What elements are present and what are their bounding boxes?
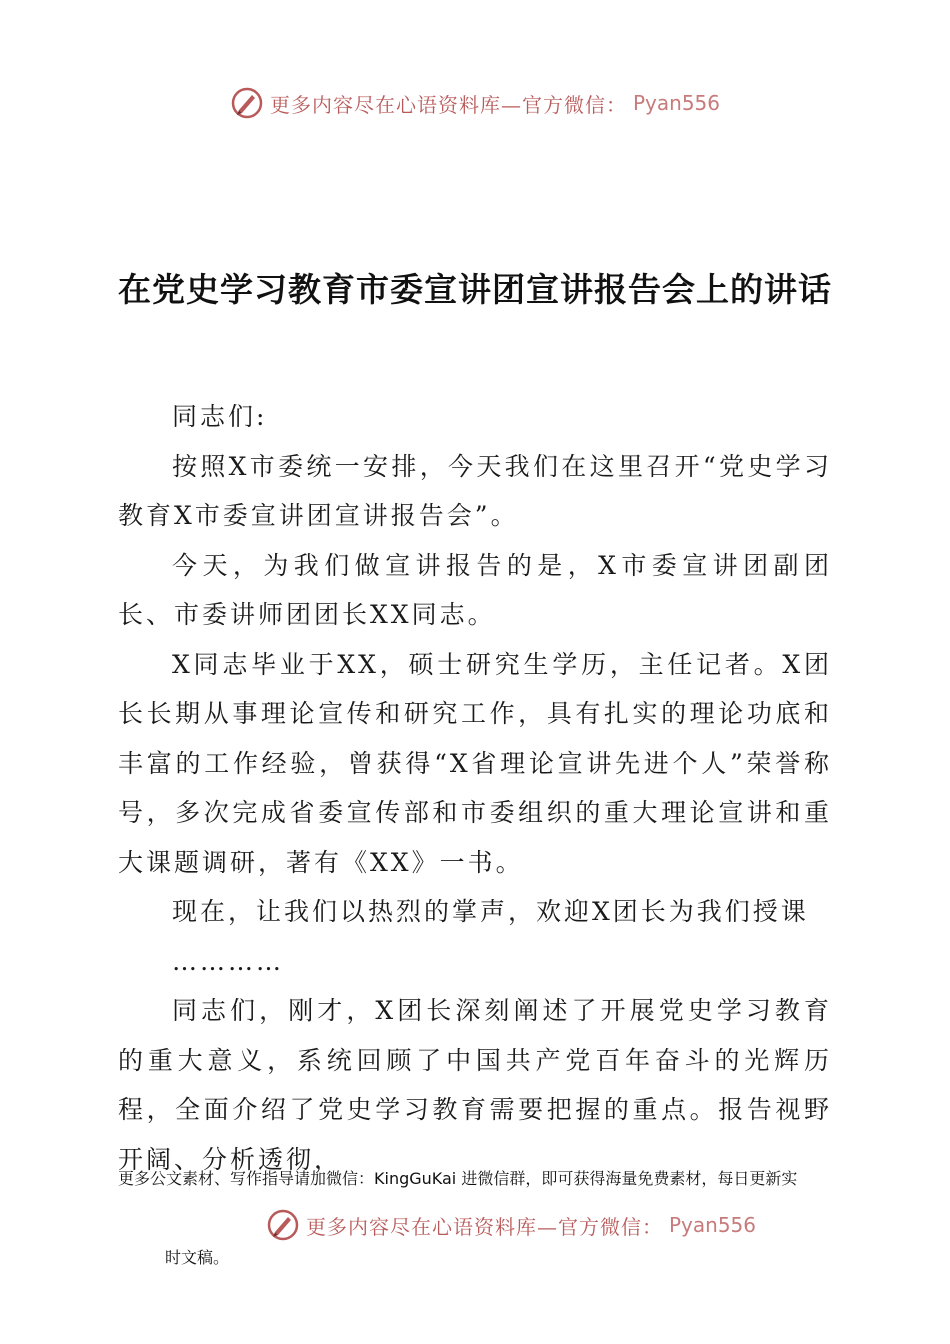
header-watermark xyxy=(0,86,950,120)
paragraph: ………… xyxy=(172,946,284,976)
paragraph: 同志们，刚才，X团长深刻阐述了开展党史学习教育的重大意义，系统回顾了中国共产党百年奋斗的光辉历程，全面介绍了党史学习教育需要把握的重点。报告视野开阔、分析透彻， xyxy=(118,996,832,1174)
watermark-text: 更多内容尽在心语资料库—官方微信： xyxy=(269,92,627,117)
footer-note-tail: 时文稿。 xyxy=(165,1248,230,1267)
footer-note: 更多公文素材、写作指导请加微信：KingGuKai 进微信群，即可获得海量免费素材，每日更新实 xyxy=(118,1169,798,1188)
paragraph: 今天，为我们做宣讲报告的是，X市委宣讲团副团长、市委讲师团团长XX同志。 xyxy=(118,550,832,629)
document-body xyxy=(118,392,832,1184)
paragraph: 现在，让我们以热烈的掌声，欢迎X团长为我们授课 xyxy=(172,897,809,926)
document-title: 在党史学习教育市委宣讲团宣讲报告会上的讲话 xyxy=(118,270,832,309)
watermark-id: Pyan556 xyxy=(632,91,720,115)
footer-watermark xyxy=(36,1208,950,1242)
paragraph: 同志们: xyxy=(172,402,268,431)
paragraph: 按照X市委统一安排，今天我们在这里召开“党史学习教育X市委宣讲团宣讲报告会”。 xyxy=(118,451,832,530)
watermark-text: 更多内容尽在心语资料库—官方微信： xyxy=(305,1214,663,1239)
paragraph: X同志毕业于XX，硕士研究生学历，主任记者。X团长长期从事理论宣传和研究工作，具有扎实的理论功底和丰富的工作经验，曾获得“X省理论宣讲先进个人”荣誉称号，多次完成省委宣传部和市委组织的重大理论宣讲和重大课题调研，著有《XX》一书。 xyxy=(118,649,832,877)
watermark-id: Pyan556 xyxy=(668,1213,756,1237)
pen-logo-icon xyxy=(230,86,264,120)
pen-logo-icon xyxy=(266,1208,300,1242)
